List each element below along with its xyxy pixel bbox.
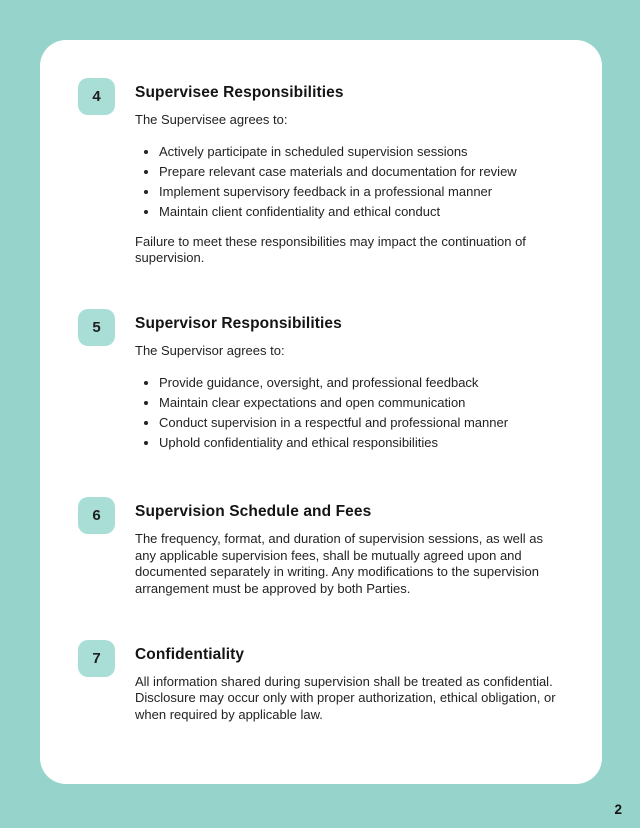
bullet-item: • Uphold confidentiality and ethical responsibilities: [159, 435, 557, 452]
section-bullet-list: [135, 144, 557, 221]
document-section: [78, 497, 557, 598]
section-title: Supervisor Responsibilities: [135, 314, 342, 332]
section-title: Supervisee Responsibilities: [135, 84, 344, 101]
section-list: [78, 78, 557, 723]
section-number-badge: 4: [78, 78, 115, 115]
bullet-item: • Conduct supervision in a respectful and professional manner: [159, 415, 557, 432]
section-intro: The Supervisee agrees to:: [135, 112, 288, 127]
bullet-item: • Implement supervisory feedback in a professional manner: [159, 184, 557, 201]
section-bullet-list: [135, 375, 557, 452]
section-paragraph: The frequency, format, and duration of supervision sessions, as well as any applicable supervision fees, shall be mutually agreed upon and documented separately in writing. Any modifications to the supervision arrangement must be approved by both Parties.: [135, 531, 544, 596]
page-number: 2: [614, 802, 622, 817]
section-body: [135, 309, 557, 455]
bullet-item: • Maintain clear expectations and open communication: [159, 395, 557, 412]
section-footer: Failure to meet these responsibilities may impact the continuation of supervision.: [135, 233, 526, 266]
section-number-badge: 7: [78, 640, 115, 677]
section-body: [135, 78, 557, 267]
section-paragraph: All information shared during supervision shall be treated as confidential. Disclosure may occur only with proper authorization, ethical obligation, or when required by applicable law.: [135, 673, 556, 722]
section-number-badge: 6: [78, 497, 115, 534]
bullet-item: • Maintain client confidentiality and ethical conduct: [159, 204, 557, 221]
bullet-item: • Actively participate in scheduled supervision sessions: [159, 144, 557, 161]
section-title: Supervision Schedule and Fees: [135, 503, 372, 520]
section-body: [135, 497, 557, 598]
document-section: [78, 309, 557, 455]
bullet-item: • Prepare relevant case materials and documentation for review: [159, 164, 557, 181]
document-section: [78, 78, 557, 267]
section-title: Confidentiality: [135, 645, 245, 663]
document-section: [78, 640, 557, 724]
section-intro: The Supervisor agrees to:: [135, 342, 285, 358]
content-card: [40, 40, 602, 784]
section-number-badge: 5: [78, 309, 115, 346]
bullet-item: • Provide guidance, oversight, and professional feedback: [159, 375, 557, 392]
section-body: [135, 640, 557, 724]
